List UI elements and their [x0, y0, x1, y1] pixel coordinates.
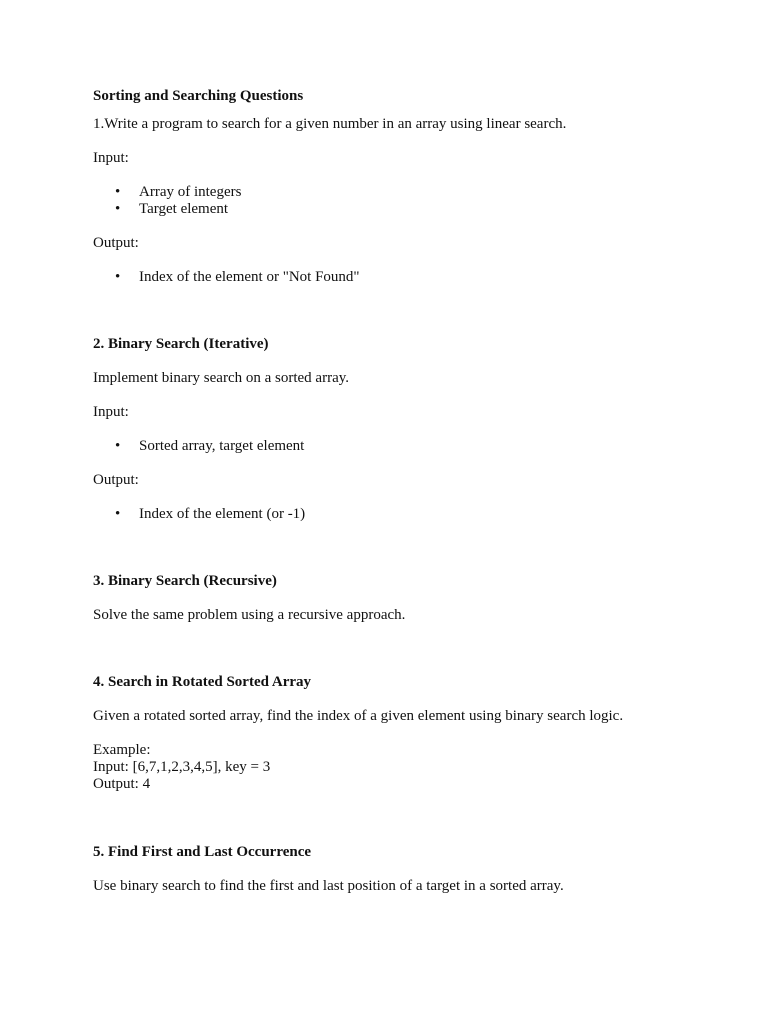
q4-example-output: Output: 4	[93, 776, 151, 792]
q2-input-label: Input:	[93, 404, 129, 420]
q4-example-input: Input: [6,7,1,2,3,4,5], key = 3	[93, 759, 271, 775]
q2-description: Implement binary search on a sorted array.	[93, 370, 350, 386]
list-item: • Array of integers	[93, 184, 693, 201]
q2-heading: 2. Binary Search (Iterative)	[93, 336, 269, 352]
q1-output-label: Output:	[93, 235, 139, 251]
q5-description: Use binary search to find the first and last position of a target in a sorted array.	[93, 878, 564, 894]
list-item: • Target element	[93, 201, 693, 218]
q4-example-label: Example:	[93, 742, 151, 758]
list-item: • Sorted array, target element	[93, 438, 693, 455]
q2-output-label: Output:	[93, 472, 139, 488]
q1-input-label: Input:	[93, 150, 129, 166]
list-item: • Index of the element (or -1)	[93, 506, 693, 523]
list-item: • Index of the element or "Not Found"	[93, 269, 693, 286]
q1-input-list	[93, 184, 693, 218]
q3-description: Solve the same problem using a recursive approach.	[93, 607, 406, 623]
q3-heading: 3. Binary Search (Recursive)	[93, 573, 277, 589]
q2-input-list	[93, 438, 693, 455]
document-page	[93, 88, 693, 895]
document-title: Sorting and Searching Questions	[93, 88, 304, 104]
q4-heading: 4. Search in Rotated Sorted Array	[93, 674, 312, 690]
q4-description: Given a rotated sorted array, find the index of a given element using binary search logic.	[93, 708, 624, 724]
q1-output-list	[93, 269, 693, 286]
q1-question: 1.Write a program to search for a given number in an array using linear search.	[93, 116, 567, 132]
q5-heading: 5. Find First and Last Occurrence	[93, 844, 312, 860]
q2-output-list	[93, 506, 693, 523]
